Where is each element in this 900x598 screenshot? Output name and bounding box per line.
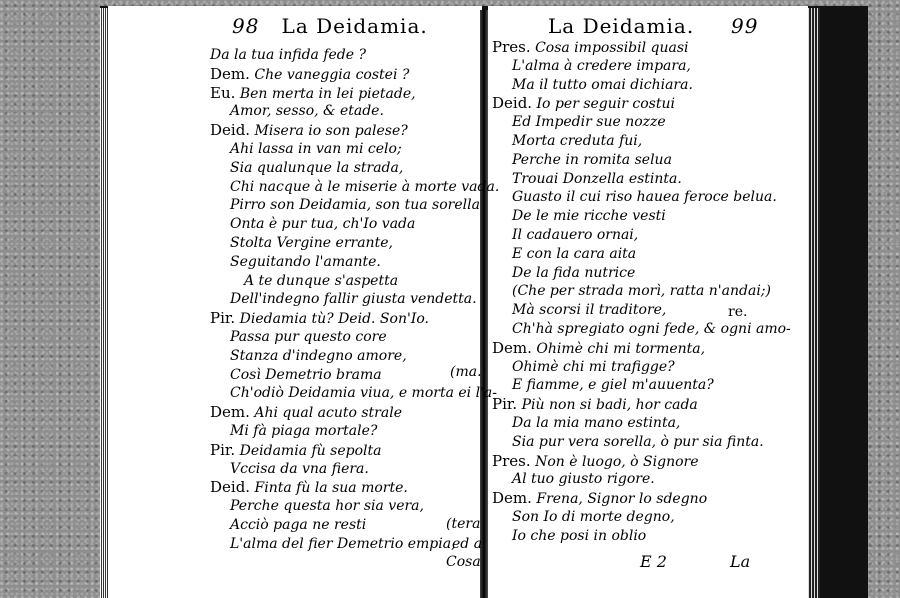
verse-line: [210, 46, 478, 65]
verse-line: [210, 253, 478, 272]
verse-text: Non è luogo, ò Signore: [535, 453, 699, 470]
verse-text: Stolta Vergine errante,: [230, 234, 393, 251]
verse-line: [492, 207, 808, 226]
verse-text: Son Io di morte degno,: [512, 508, 675, 525]
speaker-label: Dem.: [210, 64, 250, 83]
verse-line: [492, 339, 808, 358]
verse-text: Finta fù la sua morte.: [254, 480, 408, 497]
verse-text: Così Demetrio brama: [230, 366, 382, 383]
verse-text: Morta creduta fui,: [512, 132, 643, 149]
verse-line: [210, 84, 478, 103]
verse-text: Ch'hà spregiato ogni fede, & ogni amo-: [512, 320, 791, 337]
right-margin-note: re.: [728, 304, 748, 320]
verse-text: Guasto il cui riso hauea feroce belua.: [512, 189, 777, 206]
verse-text: Ed Impedir sue nozze: [512, 114, 666, 131]
verse-line: [492, 320, 808, 339]
verse-text: Il cadauero ornai,: [512, 226, 639, 243]
speaker-label: Dem.: [210, 403, 250, 422]
verse-text: Più non si badi, hor cada: [521, 397, 698, 414]
verse-line: [210, 65, 478, 84]
verse-text: (Che per strada morì, ratta n'andai;): [512, 283, 771, 300]
signature-mark: E 2: [640, 552, 667, 571]
verse-line: [492, 282, 808, 301]
verse-line: [210, 347, 478, 366]
verse-text: A te dunque s'aspetta: [244, 272, 399, 289]
verse-line: [492, 433, 808, 452]
verse-line: [492, 245, 808, 264]
verse-text: Ohimè chi mi tormenta,: [536, 340, 706, 357]
verse-text: Da la mia mano estinta,: [512, 414, 681, 431]
left-running-title: La Deidamia.: [281, 14, 428, 38]
verse-line: [492, 414, 808, 433]
margin-note: ed a: [452, 536, 483, 552]
verse-line: [492, 470, 808, 489]
verse-line: [492, 395, 808, 414]
verse-line: [210, 422, 478, 441]
speaker-label: Deid.: [492, 94, 533, 113]
verse-text: Dell'indegno fallir giusta vendetta.: [230, 291, 477, 308]
verse-line: [210, 215, 478, 234]
verse-text: Ma il tutto omai dichiara.: [512, 76, 693, 93]
speaker-label: Dem.: [492, 489, 532, 508]
speaker-label: Dem.: [492, 338, 532, 357]
verse-text: Perche in romita selua: [512, 151, 672, 168]
verse-line: [210, 366, 478, 385]
verse-line: [210, 159, 478, 178]
verse-line: [210, 102, 478, 121]
verse-text: Perche questa hor sia vera,: [230, 498, 424, 515]
right-page-number: 99: [731, 14, 759, 38]
verse-line: [210, 309, 478, 328]
verse-text: Ahi lassa in van mi celo;: [230, 140, 402, 157]
verse-text: Sia pur vera sorella, ò pur sia finta.: [512, 433, 764, 450]
verse-line: [210, 460, 478, 479]
speaker-label: Pir.: [210, 440, 236, 459]
book-gutter: [480, 10, 488, 598]
verse-text: Ohimè chi mi trafigge?: [512, 358, 675, 375]
speaker-label: Eu.: [210, 83, 236, 102]
verse-text: Al tuo giusto rigore.: [512, 471, 655, 488]
verse-text: Pirro son Deidamia, son tua sorella: [230, 197, 480, 214]
verse-line: [210, 290, 478, 309]
verse-line: [210, 384, 497, 403]
verse-text: Mi fà piaga mortale?: [230, 422, 378, 439]
verse-text: L'alma del fier Demetrio empia,: [230, 535, 456, 552]
left-catchword: Cosa: [446, 554, 481, 570]
right-page-text: [492, 38, 808, 546]
verse-line: [210, 478, 478, 497]
verse-text: Amor, sesso, & etade.: [230, 103, 384, 120]
verse-text: Cosa impossibil quasi: [535, 40, 689, 56]
verse-text: Che vaneggia costei ?: [254, 66, 410, 83]
verse-line: [492, 376, 808, 395]
speaker-label: Deid.: [210, 478, 251, 497]
verse-text: Deidamia fù sepolta: [239, 442, 382, 459]
verse-text: Passa pur questo core: [230, 328, 387, 345]
verse-text: Mà scorsi il traditore,: [512, 302, 667, 319]
speaker-label: Pres.: [492, 38, 531, 56]
verse-text: E fiamme, e giel m'auuenta?: [512, 377, 714, 394]
left-page-number: 98: [232, 14, 260, 38]
verse-text: Onta è pur tua, ch'Io vada: [230, 216, 416, 233]
verse-line: [210, 328, 478, 347]
verse-line: [210, 403, 478, 422]
speaker-label: Deid.: [210, 121, 251, 140]
verse-line: [492, 94, 808, 113]
verse-text: E con la cara aita: [512, 245, 637, 262]
verse-line: [492, 508, 808, 527]
verse-line: [492, 489, 808, 508]
verse-text: De le mie ricche vesti: [512, 208, 666, 225]
verse-line: [210, 140, 478, 159]
verse-line: [492, 151, 808, 170]
verse-text: Stanza d'indegno amore,: [230, 347, 407, 364]
verse-line: [210, 178, 500, 197]
left-page-header: [232, 14, 428, 38]
verse-line: [492, 527, 808, 546]
verse-text: Seguitando l'amante.: [230, 253, 381, 270]
verse-text: Sia qualunque la strada,: [230, 159, 404, 176]
verse-text: Ahi qual acuto strale: [254, 405, 402, 422]
verse-text: Frena, Signor lo sdegno: [536, 491, 708, 508]
verse-line: [492, 188, 808, 207]
margin-note: (tera: [446, 516, 481, 532]
verse-text: De la fida nutrice: [512, 264, 636, 281]
margin-note: (ma.: [450, 364, 482, 380]
verse-line: [210, 272, 478, 291]
verse-line: [492, 38, 808, 57]
verse-text: Ben merta in lei pietade,: [239, 85, 416, 102]
speaker-label: Pir.: [492, 395, 518, 414]
right-page-header: [548, 14, 758, 38]
verse-text: Vccisa da vna fiera.: [230, 460, 369, 477]
verse-line: [492, 301, 808, 320]
speaker-label: Pir.: [210, 309, 236, 328]
verse-line: [492, 132, 808, 151]
speaker-label: Pres.: [492, 451, 531, 470]
verse-text: Acciò paga ne resti: [230, 516, 367, 533]
verse-text: Io per seguir costui: [536, 96, 675, 113]
verse-line: [492, 264, 808, 283]
verse-text: Chi nacque à le miserie à morte vada.: [230, 178, 500, 195]
verse-line: [210, 535, 478, 554]
verse-text: Misera io son palese?: [254, 123, 408, 140]
verse-text: Da la tua infida fede ?: [210, 47, 366, 63]
verse-line: [210, 441, 478, 460]
verse-line: [492, 76, 808, 95]
verse-line: [492, 113, 808, 132]
verse-line: [210, 234, 478, 253]
verse-line: [492, 57, 808, 76]
right-catchword: La: [730, 552, 751, 571]
verse-text: Ch'odiò Deidamia viua, e morta ei l'a-: [230, 385, 497, 402]
verse-line: [210, 497, 478, 516]
verse-text: L'alma à credere impara,: [512, 57, 691, 74]
verse-line: [492, 170, 808, 189]
verse-line: [210, 121, 478, 140]
right-page-edges: [808, 8, 820, 598]
verse-line: [492, 452, 808, 471]
verse-line: [492, 226, 808, 245]
verse-line: [210, 196, 478, 215]
right-running-title: La Deidamia.: [548, 14, 695, 38]
verse-line: [492, 358, 808, 377]
verse-line: [210, 516, 481, 535]
verse-text: Trouai Donzella estinta.: [512, 170, 682, 187]
verse-text: Diedamia tù? Deid. Son'Io.: [239, 311, 429, 328]
left-page-text: [210, 46, 500, 554]
verse-text: Io che posi in oblio: [512, 527, 647, 544]
